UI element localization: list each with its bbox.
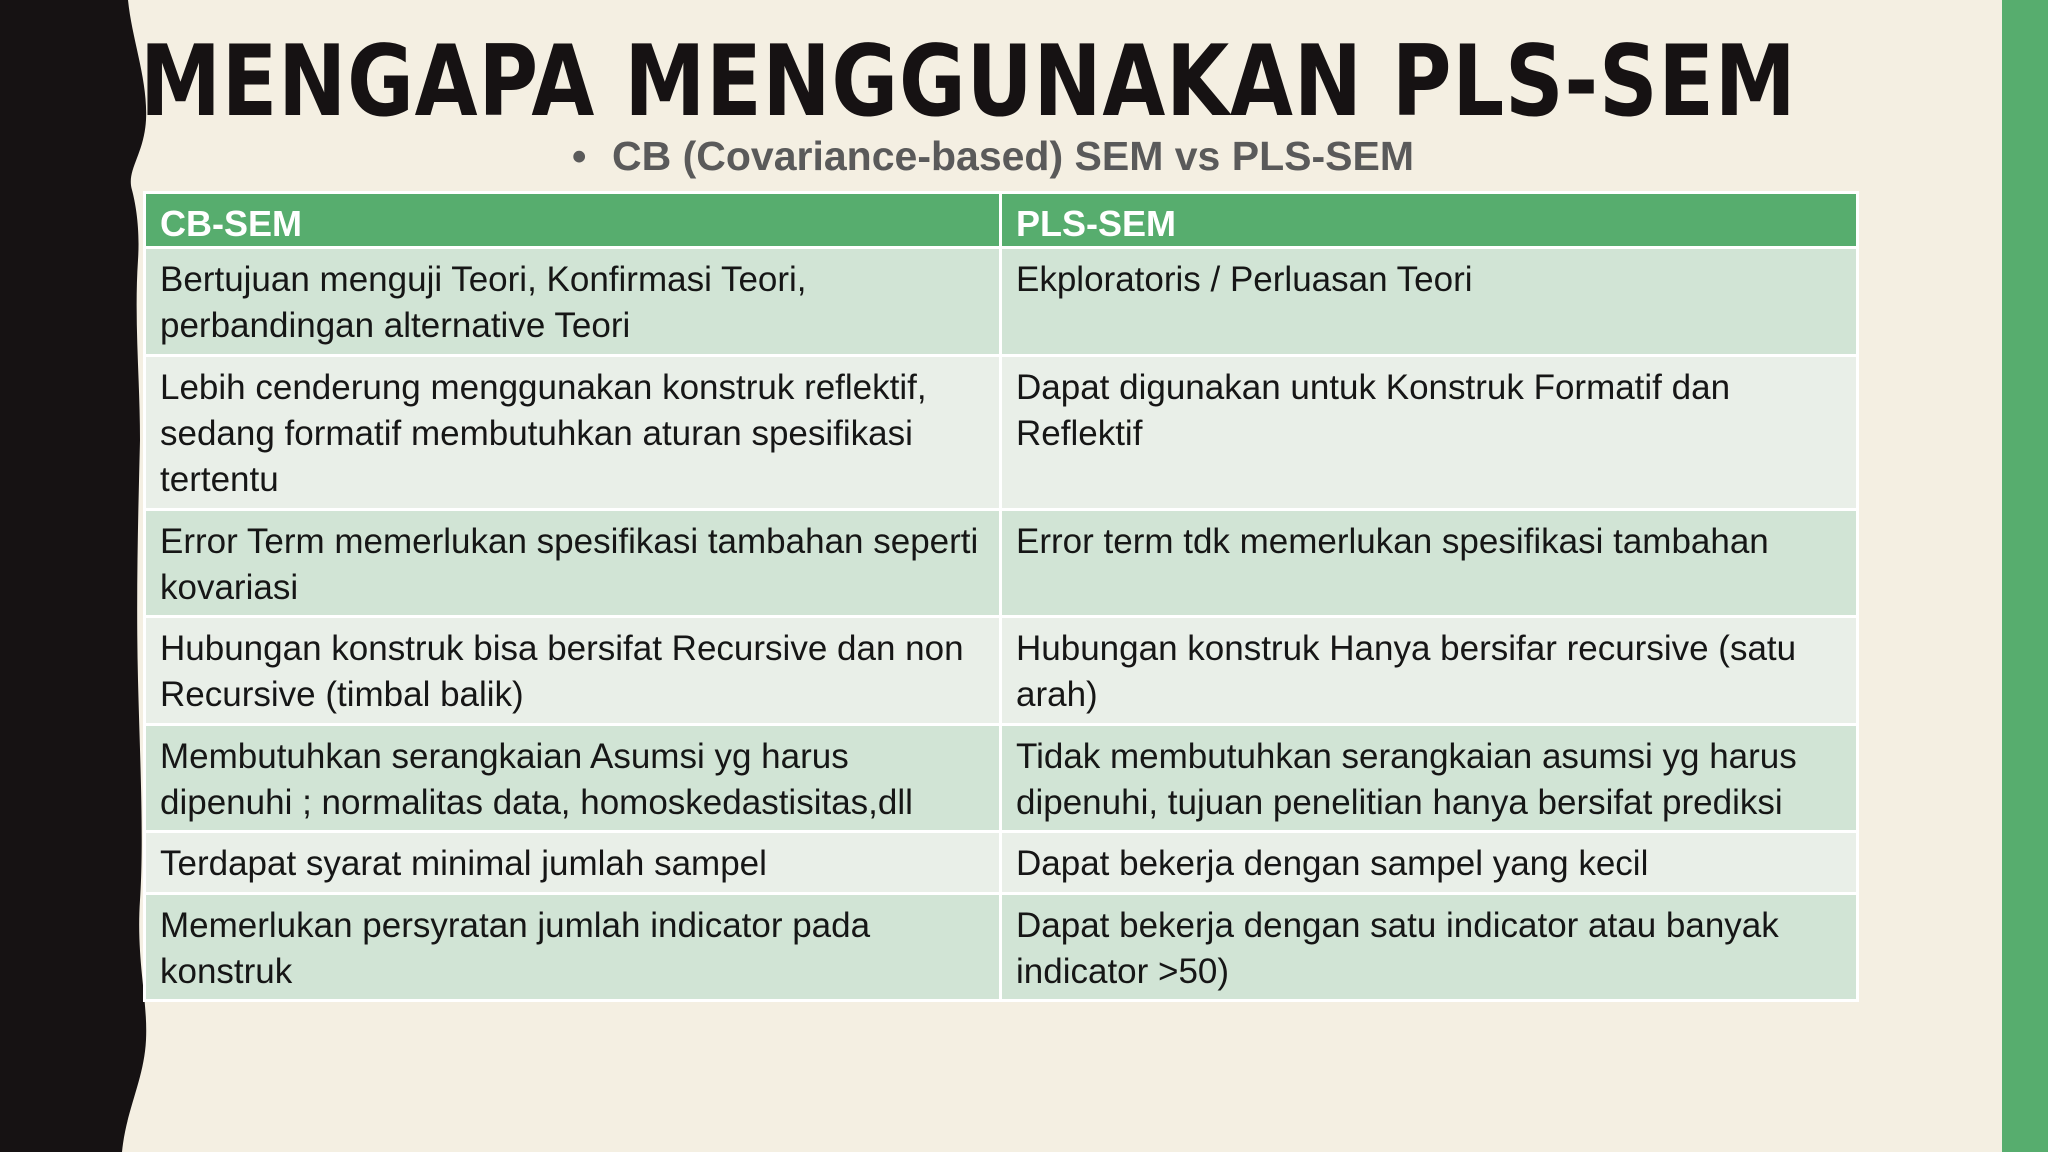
table-row xyxy=(145,894,1858,1001)
pls-sem-cell: Error term tdk memerlukan spesifikasi tambahan xyxy=(1001,510,1858,617)
cb-sem-cell: Membutuhkan serangkaian Asumsi yg harus dipenuhi ; normalitas data, homoskedastisitas,dll xyxy=(145,725,1001,832)
header-cb-sem: CB-SEM xyxy=(145,193,1001,248)
pls-sem-cell: Hubungan konstruk Hanya bersifar recursive (satu arah) xyxy=(1001,617,1858,725)
pls-sem-cell: Dapat digunakan untuk Konstruk Formatif dan Reflektif xyxy=(1001,356,1858,510)
slide-subtitle xyxy=(572,126,1414,186)
subtitle-text: CB (Covariance-based) SEM vs PLS-SEM xyxy=(612,133,1414,179)
cb-sem-cell: Memerlukan persyratan jumlah indicator pada konstruk xyxy=(145,894,1001,1001)
cb-sem-cell: Lebih cenderung menggunakan konstruk reflektif, sedang formatif membutuhkan aturan spesifikasi tertentu xyxy=(145,356,1001,510)
table-row xyxy=(145,617,1858,725)
table-row xyxy=(145,356,1858,510)
comparison-table xyxy=(143,191,1859,1002)
cb-sem-cell: Terdapat syarat minimal jumlah sampel xyxy=(145,832,1001,894)
pls-sem-cell: Tidak membutuhkan serangkaian asumsi yg harus dipenuhi, tujuan penelitian hanya bersifat prediksi xyxy=(1001,725,1858,832)
pls-sem-cell: Ekploratoris / Perluasan Teori xyxy=(1001,248,1858,356)
pls-sem-cell: Dapat bekerja dengan sampel yang kecil xyxy=(1001,832,1858,894)
right-accent-band xyxy=(2002,0,2048,1152)
wavy-edge-shape xyxy=(0,0,146,1152)
header-pls-sem: PLS-SEM xyxy=(1001,193,1858,248)
bullet-icon: • xyxy=(572,133,587,179)
table-row xyxy=(145,248,1858,356)
table-row xyxy=(145,725,1858,832)
slide-title: MENGAPA MENGGUNAKAN PLS-SEM xyxy=(140,25,1797,139)
table-row xyxy=(145,832,1858,894)
pls-sem-cell: Dapat bekerja dengan satu indicator atau banyak indicator >50) xyxy=(1001,894,1858,1001)
cb-sem-cell: Bertujuan menguji Teori, Konfirmasi Teori, perbandingan alternative Teori xyxy=(145,248,1001,356)
table-header-row xyxy=(145,193,1858,248)
cb-sem-cell: Hubungan konstruk bisa bersifat Recursive dan non Recursive (timbal balik) xyxy=(145,617,1001,725)
cb-sem-cell: Error Term memerlukan spesifikasi tambahan seperti kovariasi xyxy=(145,510,1001,617)
left-decorative-band xyxy=(0,0,160,1152)
table-row xyxy=(145,510,1858,617)
